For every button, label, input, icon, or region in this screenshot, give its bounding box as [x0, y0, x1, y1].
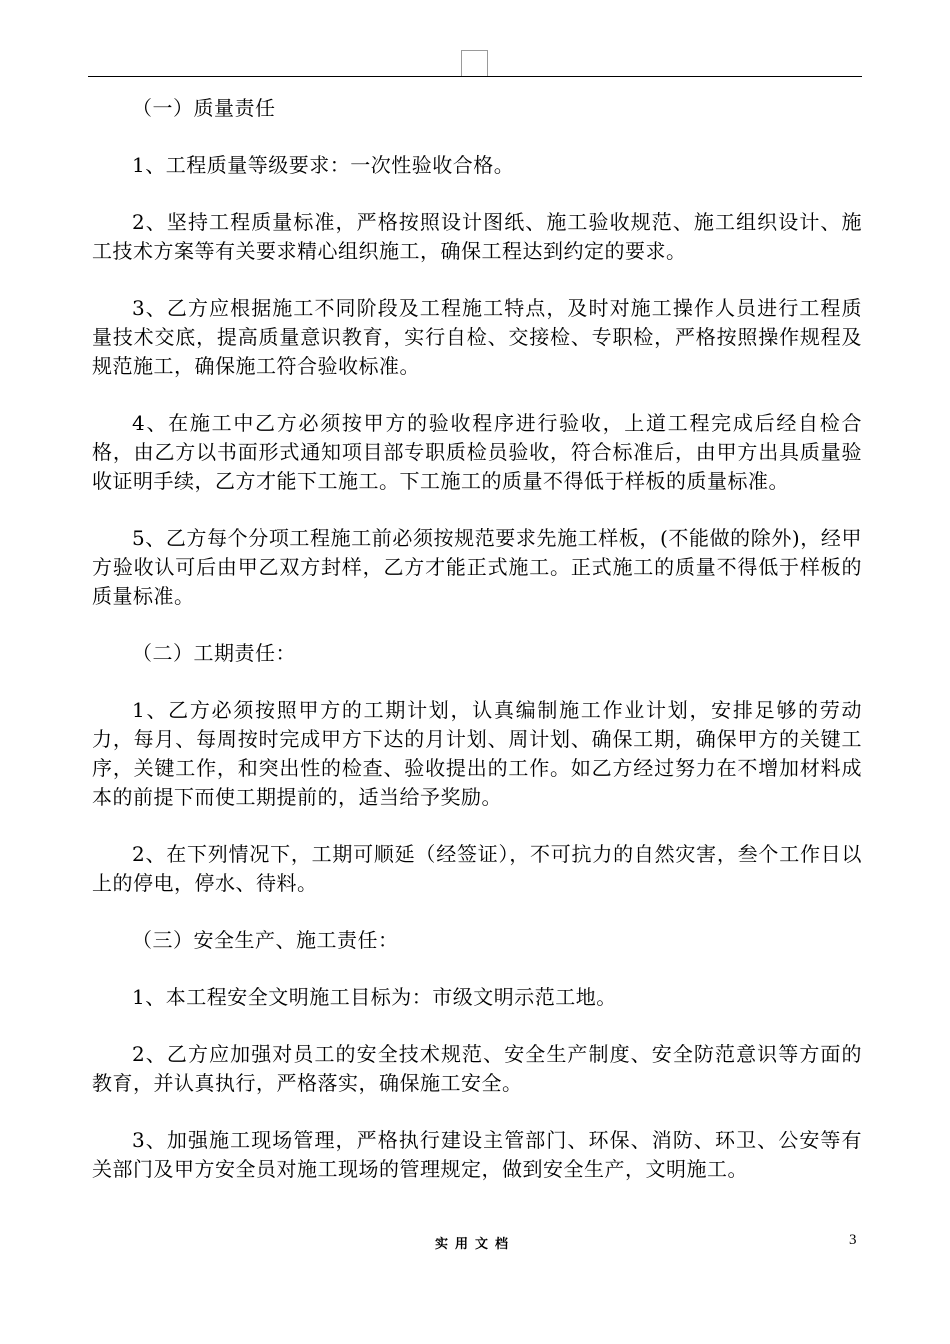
section-heading-safety: （三）安全生产、施工责任：	[132, 928, 399, 952]
page-number: 3	[849, 1232, 857, 1248]
paragraph-schedule-1: 1、乙方必须按照甲方的工期计划，认真编制施工作业计划，安排足够的劳动力，每月、每周按时完成甲方下达的月计划、周计划、确保工期，确保甲方的关键工序，关键工作，和突出性的检查、验收提出的工作。如乙方经过努力在不增加材料成本的前提下而使工期提前的，适当给予奖励。	[92, 698, 862, 809]
paragraph-quality-2: 2、坚持工程质量标准，严格按照设计图纸、施工验收规范、施工组织设计、施工技术方案等有关要求精心组织施工，确保工程达到约定的要求。	[92, 210, 862, 263]
paragraph-safety-2: 2、乙方应加强对员工的安全技术规范、安全生产制度、安全防范意识等方面的教育，并认真执行，严格落实，确保施工安全。	[92, 1042, 862, 1095]
document-body	[92, 94, 862, 1184]
section-heading-quality: （一）质量责任	[132, 96, 276, 120]
header-rule	[88, 76, 862, 77]
paragraph-safety-1: 1、本工程安全文明施工目标为：市级文明示范工地。	[132, 985, 617, 1009]
footer-label: 实用文档	[434, 1237, 515, 1252]
section-heading-schedule: （二）工期责任：	[132, 641, 296, 665]
header-page-marker	[461, 50, 488, 76]
paragraph-quality-3: 3、乙方应根据施工不同阶段及工程施工特点，及时对施工操作人员进行工程质量技术交底，提高质量意识教育，实行自检、交接检、专职检，严格按照操作规程及规范施工，确保施工符合验收标准。	[92, 296, 862, 378]
paragraph-quality-4: 4、在施工中乙方必须按甲方的验收程序进行验收，上道工程完成后经自检合格，由乙方以书面形式通知项目部专职质检员验收，符合标准后，由甲方出具质量验收证明手续，乙方才能下工施工。下工施工的质量不得低于样板的质量标准。	[92, 411, 862, 493]
paragraph-quality-1: 1、工程质量等级要求：一次性验收合格。	[132, 153, 515, 177]
paragraph-safety-3: 3、加强施工现场管理，严格执行建设主管部门、环保、消防、环卫、公安等有关部门及甲方安全员对施工现场的管理规定，做到安全生产，文明施工。	[92, 1128, 862, 1181]
paragraph-schedule-2: 2、在下列情况下，工期可顺延（经签证），不可抗力的自然灾害，叁个工作日以上的停电，停水、待料。	[92, 842, 862, 895]
paragraph-quality-5: 5、乙方每个分项工程施工前必须按规范要求先施工样板，(不能做的除外)，经甲方验收认可后由甲乙双方封样，乙方才能正式施工。正式施工的质量不得低于样板的质量标准。	[92, 526, 862, 608]
